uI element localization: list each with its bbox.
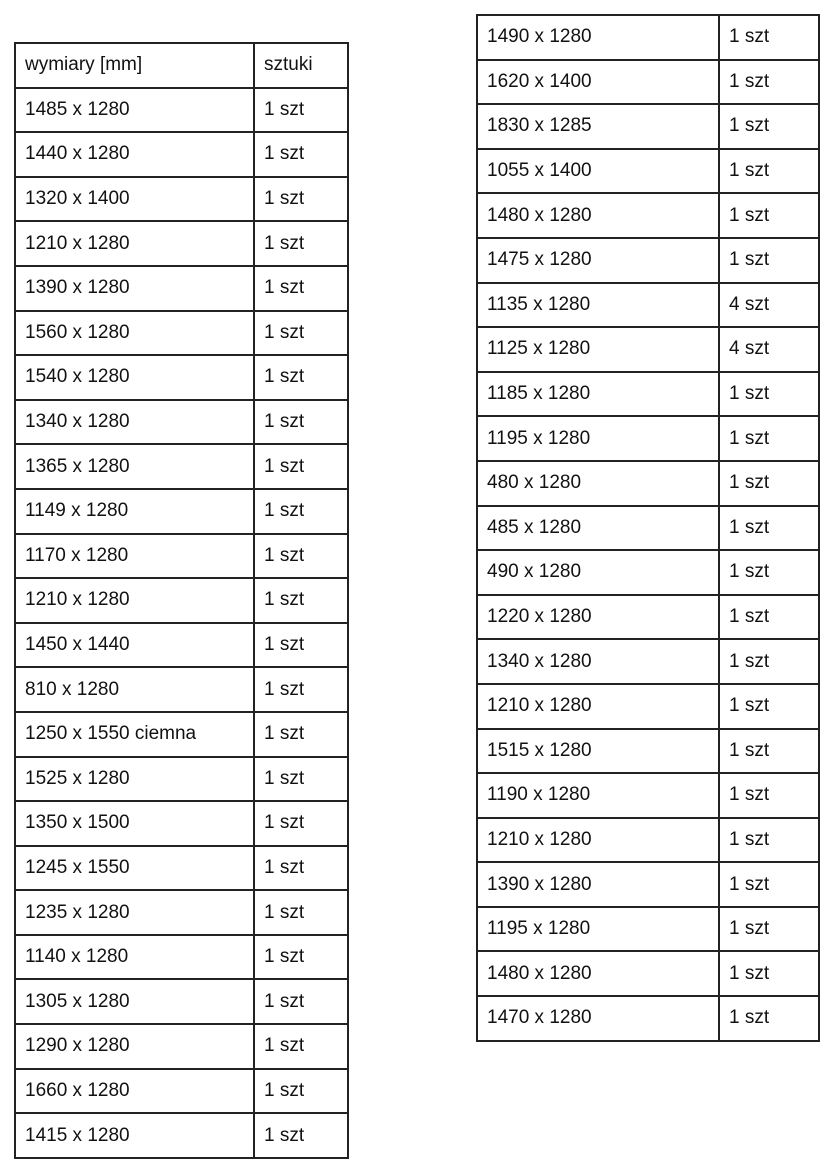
table-row [15, 846, 348, 891]
dimensions-cell: 1560 x 1280 [15, 311, 254, 356]
dimensions-cell: 1290 x 1280 [15, 1024, 254, 1069]
table-row [477, 15, 819, 60]
quantity-cell: 1 szt [254, 1024, 348, 1069]
dimensions-cell: 1245 x 1550 [15, 846, 254, 891]
quantity-cell: 1 szt [254, 177, 348, 222]
quantity-cell: 1 szt [254, 132, 348, 177]
table-left-body [15, 43, 348, 1158]
table-header-row [15, 43, 348, 88]
table-row [15, 444, 348, 489]
dimensions-cell: 1390 x 1280 [15, 266, 254, 311]
dimensions-cell: 1470 x 1280 [477, 996, 719, 1041]
dimensions-cell: 1185 x 1280 [477, 372, 719, 417]
quantity-cell: 1 szt [254, 979, 348, 1024]
quantity-cell: 1 szt [719, 951, 819, 996]
dimensions-table-right [476, 14, 820, 1042]
dimensions-cell: 1480 x 1280 [477, 193, 719, 238]
dimensions-cell: 1515 x 1280 [477, 729, 719, 774]
quantity-cell: 1 szt [254, 311, 348, 356]
dimensions-cell: 480 x 1280 [477, 461, 719, 506]
dimensions-cell: 1195 x 1280 [477, 907, 719, 952]
table-row [15, 355, 348, 400]
table-row [477, 60, 819, 105]
quantity-cell: 1 szt [254, 444, 348, 489]
dimensions-cell: 1055 x 1400 [477, 149, 719, 194]
table-row [15, 400, 348, 445]
dimensions-cell: 1540 x 1280 [15, 355, 254, 400]
dimensions-cell: 1365 x 1280 [15, 444, 254, 489]
dimensions-cell: 1210 x 1280 [477, 818, 719, 863]
quantity-cell: 1 szt [254, 534, 348, 579]
table-row [15, 489, 348, 534]
table-right-body [477, 15, 819, 1041]
quantity-cell: 1 szt [254, 355, 348, 400]
dimensions-cell: 1490 x 1280 [477, 15, 719, 60]
table-row [477, 238, 819, 283]
quantity-cell: 1 szt [719, 60, 819, 105]
quantity-cell: 1 szt [719, 416, 819, 461]
dimensions-cell: 1220 x 1280 [477, 595, 719, 640]
table-row [477, 104, 819, 149]
dimensions-cell: 1210 x 1280 [15, 578, 254, 623]
table-row [477, 729, 819, 774]
dimensions-cell: 1440 x 1280 [15, 132, 254, 177]
table-row [477, 907, 819, 952]
table-row [477, 193, 819, 238]
quantity-cell: 1 szt [719, 506, 819, 551]
quantity-cell: 1 szt [719, 639, 819, 684]
quantity-cell: 4 szt [719, 283, 819, 328]
dimensions-cell: 1170 x 1280 [15, 534, 254, 579]
dimensions-cell: 1125 x 1280 [477, 327, 719, 372]
quantity-cell: 1 szt [719, 104, 819, 149]
quantity-cell: 1 szt [254, 890, 348, 935]
table-row [15, 1113, 348, 1158]
table-row [15, 177, 348, 222]
table-row [477, 818, 819, 863]
table-row [15, 757, 348, 802]
quantity-cell: 1 szt [254, 623, 348, 668]
dimensions-cell: 490 x 1280 [477, 550, 719, 595]
quantity-cell: 1 szt [254, 489, 348, 534]
quantity-cell: 1 szt [254, 667, 348, 712]
dimensions-cell: 1210 x 1280 [15, 221, 254, 266]
quantity-cell: 1 szt [254, 801, 348, 846]
dimensions-cell: 1320 x 1400 [15, 177, 254, 222]
quantity-cell: 1 szt [254, 712, 348, 757]
dimensions-cell: 1480 x 1280 [477, 951, 719, 996]
table-row [477, 461, 819, 506]
table-row [477, 773, 819, 818]
table-row [477, 506, 819, 551]
quantity-cell: 1 szt [719, 773, 819, 818]
quantity-cell: 1 szt [719, 862, 819, 907]
table-row [477, 372, 819, 417]
dimensions-cell: 1250 x 1550 ciemna [15, 712, 254, 757]
dimensions-cell: 1149 x 1280 [15, 489, 254, 534]
table-row [15, 623, 348, 668]
dimensions-cell: 1390 x 1280 [477, 862, 719, 907]
dimensions-cell: 1140 x 1280 [15, 935, 254, 980]
table-row [15, 1024, 348, 1069]
quantity-cell: 1 szt [254, 88, 348, 133]
dimensions-cell: 1620 x 1400 [477, 60, 719, 105]
table-row [15, 667, 348, 712]
table-row [15, 88, 348, 133]
table-row [477, 327, 819, 372]
quantity-cell: 1 szt [719, 193, 819, 238]
dimensions-cell: 1830 x 1285 [477, 104, 719, 149]
dimensions-cell: 810 x 1280 [15, 667, 254, 712]
dimensions-cell: 1235 x 1280 [15, 890, 254, 935]
table-row [15, 712, 348, 757]
quantity-cell: 1 szt [254, 1113, 348, 1158]
dimensions-cell: 1450 x 1440 [15, 623, 254, 668]
table-row [477, 595, 819, 640]
quantity-cell: 1 szt [719, 238, 819, 283]
quantity-cell: 1 szt [719, 461, 819, 506]
table-row [15, 979, 348, 1024]
dimensions-cell: 485 x 1280 [477, 506, 719, 551]
table-row [477, 639, 819, 684]
table-row [15, 221, 348, 266]
quantity-cell: 1 szt [719, 729, 819, 774]
dimensions-cell: 1190 x 1280 [477, 773, 719, 818]
quantity-cell: 1 szt [719, 818, 819, 863]
table-row [15, 311, 348, 356]
table-row [15, 132, 348, 177]
table-row [477, 283, 819, 328]
table-row [15, 534, 348, 579]
table-row [477, 951, 819, 996]
dimensions-cell: 1660 x 1280 [15, 1069, 254, 1114]
quantity-cell: 4 szt [719, 327, 819, 372]
table-row [477, 550, 819, 595]
quantity-cell: 1 szt [719, 550, 819, 595]
dimensions-cell: 1195 x 1280 [477, 416, 719, 461]
table-row [477, 996, 819, 1041]
quantity-cell: 1 szt [719, 372, 819, 417]
table-row [477, 416, 819, 461]
dimensions-cell: 1525 x 1280 [15, 757, 254, 802]
table-row [15, 1069, 348, 1114]
quantity-cell: 1 szt [254, 757, 348, 802]
quantity-cell: 1 szt [254, 935, 348, 980]
dimensions-cell: 1305 x 1280 [15, 979, 254, 1024]
quantity-cell: 1 szt [719, 149, 819, 194]
table-row [15, 266, 348, 311]
quantity-cell: 1 szt [719, 684, 819, 729]
dimensions-cell: 1210 x 1280 [477, 684, 719, 729]
dimensions-cell: 1340 x 1280 [477, 639, 719, 684]
dimensions-cell: 1350 x 1500 [15, 801, 254, 846]
dimensions-cell: 1415 x 1280 [15, 1113, 254, 1158]
table-row [15, 890, 348, 935]
header-quantity: sztuki [254, 43, 348, 88]
quantity-cell: 1 szt [254, 266, 348, 311]
quantity-cell: 1 szt [719, 595, 819, 640]
quantity-cell: 1 szt [719, 907, 819, 952]
quantity-cell: 1 szt [254, 846, 348, 891]
table-row [15, 578, 348, 623]
dimensions-table-left [14, 42, 349, 1159]
dimensions-cell: 1135 x 1280 [477, 283, 719, 328]
quantity-cell: 1 szt [254, 1069, 348, 1114]
table-row [15, 801, 348, 846]
table-row [477, 149, 819, 194]
dimensions-cell: 1475 x 1280 [477, 238, 719, 283]
quantity-cell: 1 szt [719, 996, 819, 1041]
dimensions-cell: 1340 x 1280 [15, 400, 254, 445]
quantity-cell: 1 szt [254, 221, 348, 266]
quantity-cell: 1 szt [254, 578, 348, 623]
dimensions-cell: 1485 x 1280 [15, 88, 254, 133]
table-row [477, 862, 819, 907]
quantity-cell: 1 szt [719, 15, 819, 60]
quantity-cell: 1 szt [254, 400, 348, 445]
table-row [15, 935, 348, 980]
table-row [477, 684, 819, 729]
header-dimensions: wymiary [mm] [15, 43, 254, 88]
